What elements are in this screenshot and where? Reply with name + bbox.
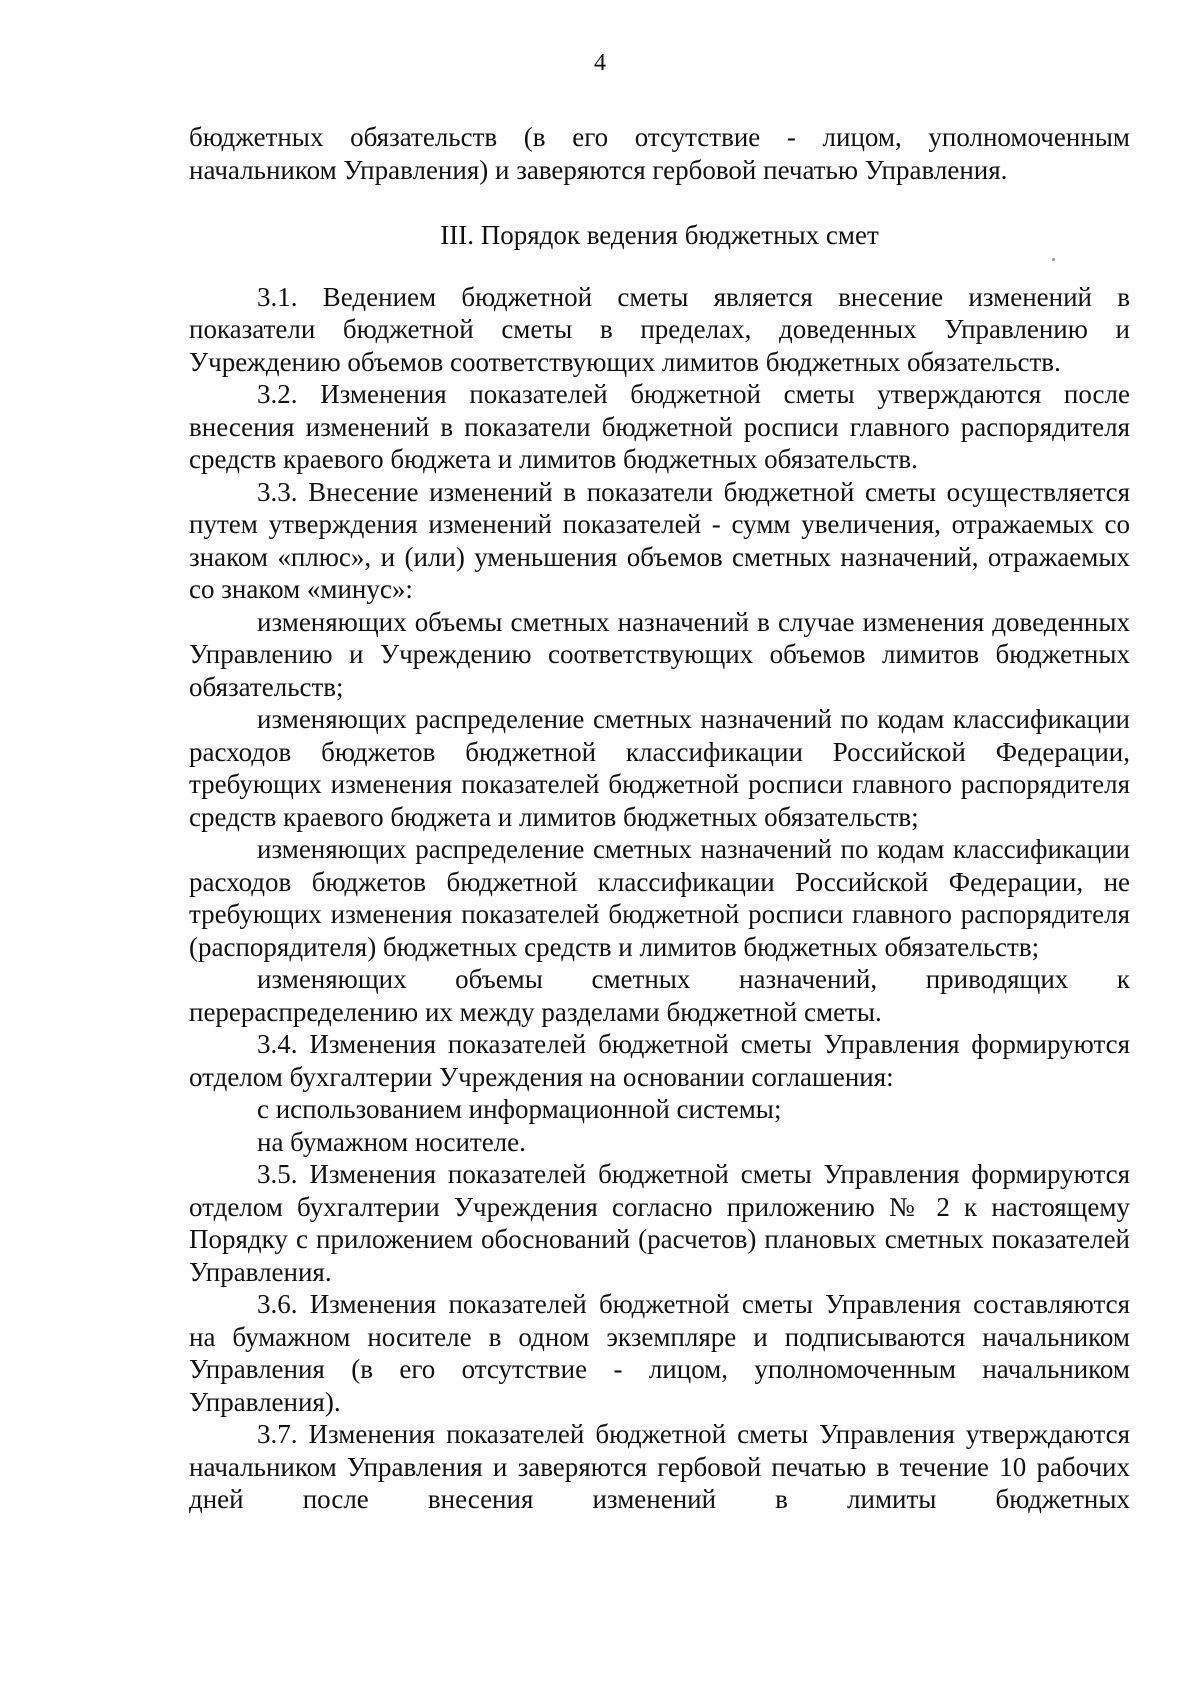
list-item-paper: на бумажном носителе. xyxy=(257,1126,526,1157)
list-item-volumes: изменяющих объемы сметных назначений в случае изменения доведенных Управлению и Учреждению соответствующих объемов лимитов бюджетных обязательств; xyxy=(189,606,1130,702)
clause-3-5: 3.5. Изменения показателей бюджетной сметы Управления формируются отделом бухгалтерии Учреждения согласно приложению № 2 к настоящему Порядку с приложением обоснований (расчетов) плановых сметных показателей Управления. xyxy=(189,1159,1130,1287)
paragraph-continuation: бюджетных обязательств (в его отсутствие - лицом, уполномоченным начальником Управления) и заверяются гербовой печатью Управления. xyxy=(189,122,1130,185)
clause-3-6: 3.6. Изменения показателей бюджетной сметы Управления составляются на бумажном носителе в одном экземпляре и подписываются начальником Управления (в его отсутствие - лицом, уполномоченным начальником Управления). xyxy=(189,1289,1130,1417)
page-number: 4 xyxy=(594,50,606,76)
document-body xyxy=(189,121,1130,1516)
list-item-distribution-not-requiring: изменяющих распределение сметных назначений по кодам классификации расходов бюджетов бюджетной классификации Российской Федерации, не требующих изменения показателей бюджетной росписи главного распорядителя (распорядителя) бюджетных средств и лимитов бюджетных обязательств; xyxy=(189,834,1130,962)
clause-3-7: 3.7. Изменения показателей бюджетной сметы Управления утверждаются начальником Управления и заверяются гербовой печатью в течение 10 рабочих дней после внесения изменений в лимиты бюджетных xyxy=(189,1419,1130,1514)
scan-speck xyxy=(1052,258,1055,261)
clause-3-1: 3.1. Ведением бюджетной сметы является внесение изменений в показатели бюджетной сметы в пределах, доведенных Управлению и Учреждению объемов соответствующих лимитов бюджетных обязательств. xyxy=(189,281,1130,377)
list-item-distribution-requiring: изменяющих распределение сметных назначений по кодам классификации расходов бюджетов бюджетной классификации Российской Федерации, требующих изменения показателей бюджетной росписи главного распорядителя средств краевого бюджета и лимитов бюджетных обязательств; xyxy=(189,704,1130,832)
list-item-information-system: с использованием информационной системы; xyxy=(257,1094,782,1124)
clause-3-4: 3.4. Изменения показателей бюджетной сметы Управления формируются отделом бухгалтерии Учреждения на основании соглашения: xyxy=(189,1029,1130,1092)
clause-3-2: 3.2. Изменения показателей бюджетной сметы утверждаются после внесения изменений в показатели бюджетной росписи главного распорядителя средств краевого бюджета и лимитов бюджетных обязательств. xyxy=(189,379,1130,474)
list-item-redistribution: изменяющих объемы сметных назначений, приводящих к перераспределению их между разделами бюджетной сметы. xyxy=(189,964,1130,1027)
clause-3-3: 3.3. Внесение изменений в показатели бюджетной сметы осуществляется путем утверждения изменений показателей - сумм увеличения, отражаемых со знаком «плюс», и (или) уменьшения объемов сметных назначений, отражаемых со знаком «минус»: xyxy=(189,476,1130,604)
section-heading: III. Порядок ведения бюджетных смет xyxy=(440,220,879,250)
